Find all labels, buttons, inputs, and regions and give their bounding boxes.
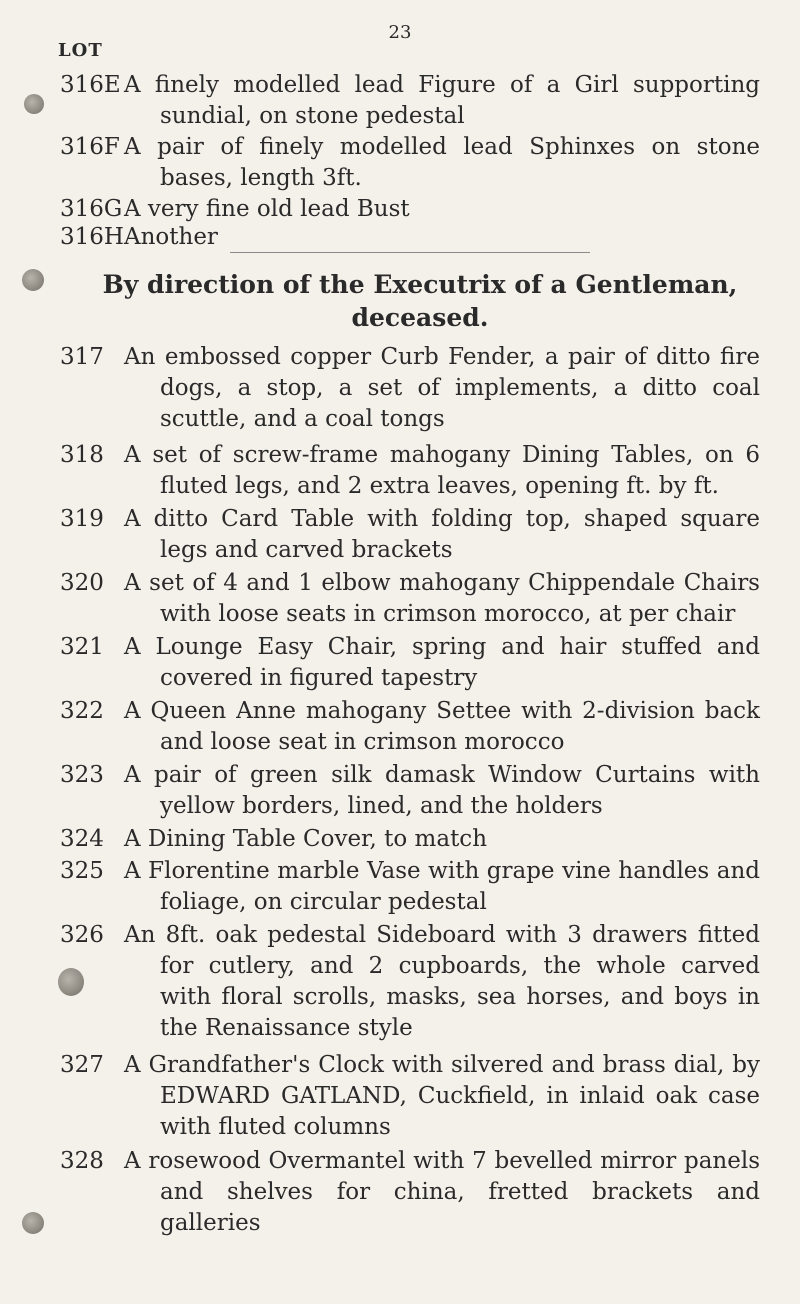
lot-number: 318 xyxy=(60,442,104,468)
lot-number: 328 xyxy=(60,1148,104,1174)
lot-entry-316h xyxy=(60,222,760,253)
lot-number: 327 xyxy=(60,1052,104,1078)
lot-number: 317 xyxy=(60,344,104,370)
lot-entry-320 xyxy=(60,568,760,630)
lot-description: A finely modelled lead Figure of a Girl supporting sundial, on stone pedestal xyxy=(124,72,760,129)
lot-number: 321 xyxy=(60,634,104,660)
lot-entry-318 xyxy=(60,440,760,502)
lot-number: 316H xyxy=(60,224,124,250)
lot-description: An 8ft. oak pedestal Sideboard with 3 drawers fitted for cutlery, and 2 cupboards, the whole carved with floral scrolls, masks, sea horses, and boys in the Renaissance style xyxy=(124,922,760,1041)
lot-entry-321 xyxy=(60,632,760,694)
lot-entry-327 xyxy=(60,1050,760,1143)
lot-entry-316e xyxy=(60,70,760,132)
lot-description: A Florentine marble Vase with grape vine handles and foliage, on circular pedestal xyxy=(124,858,760,915)
lot-number: 324 xyxy=(60,826,104,852)
lot-description: A set of 4 and 1 elbow mahogany Chippendale Chairs with loose seats in crimson morocco, at per chair xyxy=(124,570,760,627)
lot-number: 322 xyxy=(60,698,104,724)
lot-entry-322 xyxy=(60,696,760,758)
lot-number: 326 xyxy=(60,922,104,948)
lot-entry-328 xyxy=(60,1146,760,1239)
lot-entry-324 xyxy=(60,824,760,855)
lot-number: 316E xyxy=(60,72,121,98)
lot-description: A rosewood Overmantel with 7 bevelled mirror panels and shelves for china, fretted brackets and galleries xyxy=(124,1148,760,1236)
punch-hole-top xyxy=(24,94,44,114)
lot-entry-316f xyxy=(60,132,760,194)
lot-entry-323 xyxy=(60,760,760,822)
lot-number: 325 xyxy=(60,858,104,884)
lot-description: Another xyxy=(124,224,218,250)
lot-description: A very fine old lead Bust xyxy=(124,196,410,222)
lot-number: 316F xyxy=(60,134,120,160)
lot-description: A Grandfather's Clock with silvered and brass dial, by EDWARD GATLAND, Cuckfield, in inlaid oak case with fluted columns xyxy=(124,1052,760,1140)
lot-entry-316g xyxy=(60,194,760,225)
lot-entry-319 xyxy=(60,504,760,566)
lot-column-header: LOT xyxy=(58,40,103,61)
lot-entry-326 xyxy=(60,920,760,1044)
section-divider xyxy=(230,252,590,253)
lot-number: 323 xyxy=(60,762,104,788)
lot-number: 319 xyxy=(60,506,104,532)
punch-hole-section xyxy=(22,269,44,291)
section-heading: By direction of the Executrix of a Gentleman, deceased. xyxy=(102,270,738,332)
lot-description: A set of screw-frame mahogany Dining Tables, on 6 fluted legs, and 2 extra leaves, opening ft. by ft. xyxy=(124,442,760,499)
lot-description: A pair of finely modelled lead Sphinxes on stone bases, length 3ft. xyxy=(124,134,760,191)
lot-description: A Dining Table Cover, to match xyxy=(124,826,488,852)
punch-hole-bottom xyxy=(22,1212,44,1234)
lot-entry-317 xyxy=(60,342,760,435)
lot-number: 320 xyxy=(60,570,104,596)
lot-description: An embossed copper Curb Fender, a pair of ditto fire dogs, a stop, a set of implements, a ditto coal scuttle, and a coal tongs xyxy=(124,344,760,432)
lot-entry-325 xyxy=(60,856,760,918)
lot-number: 316G xyxy=(60,196,123,222)
lot-description: A Lounge Easy Chair, spring and hair stuffed and covered in figured tapestry xyxy=(124,634,760,691)
lot-description: A Queen Anne mahogany Settee with 2-division back and loose seat in crimson morocco xyxy=(124,698,760,755)
lot-description: A ditto Card Table with folding top, shaped square legs and carved brackets xyxy=(124,506,760,563)
lot-description: A pair of green silk damask Window Curtains with yellow borders, lined, and the holders xyxy=(124,762,760,819)
page-number: 23 xyxy=(388,22,412,43)
